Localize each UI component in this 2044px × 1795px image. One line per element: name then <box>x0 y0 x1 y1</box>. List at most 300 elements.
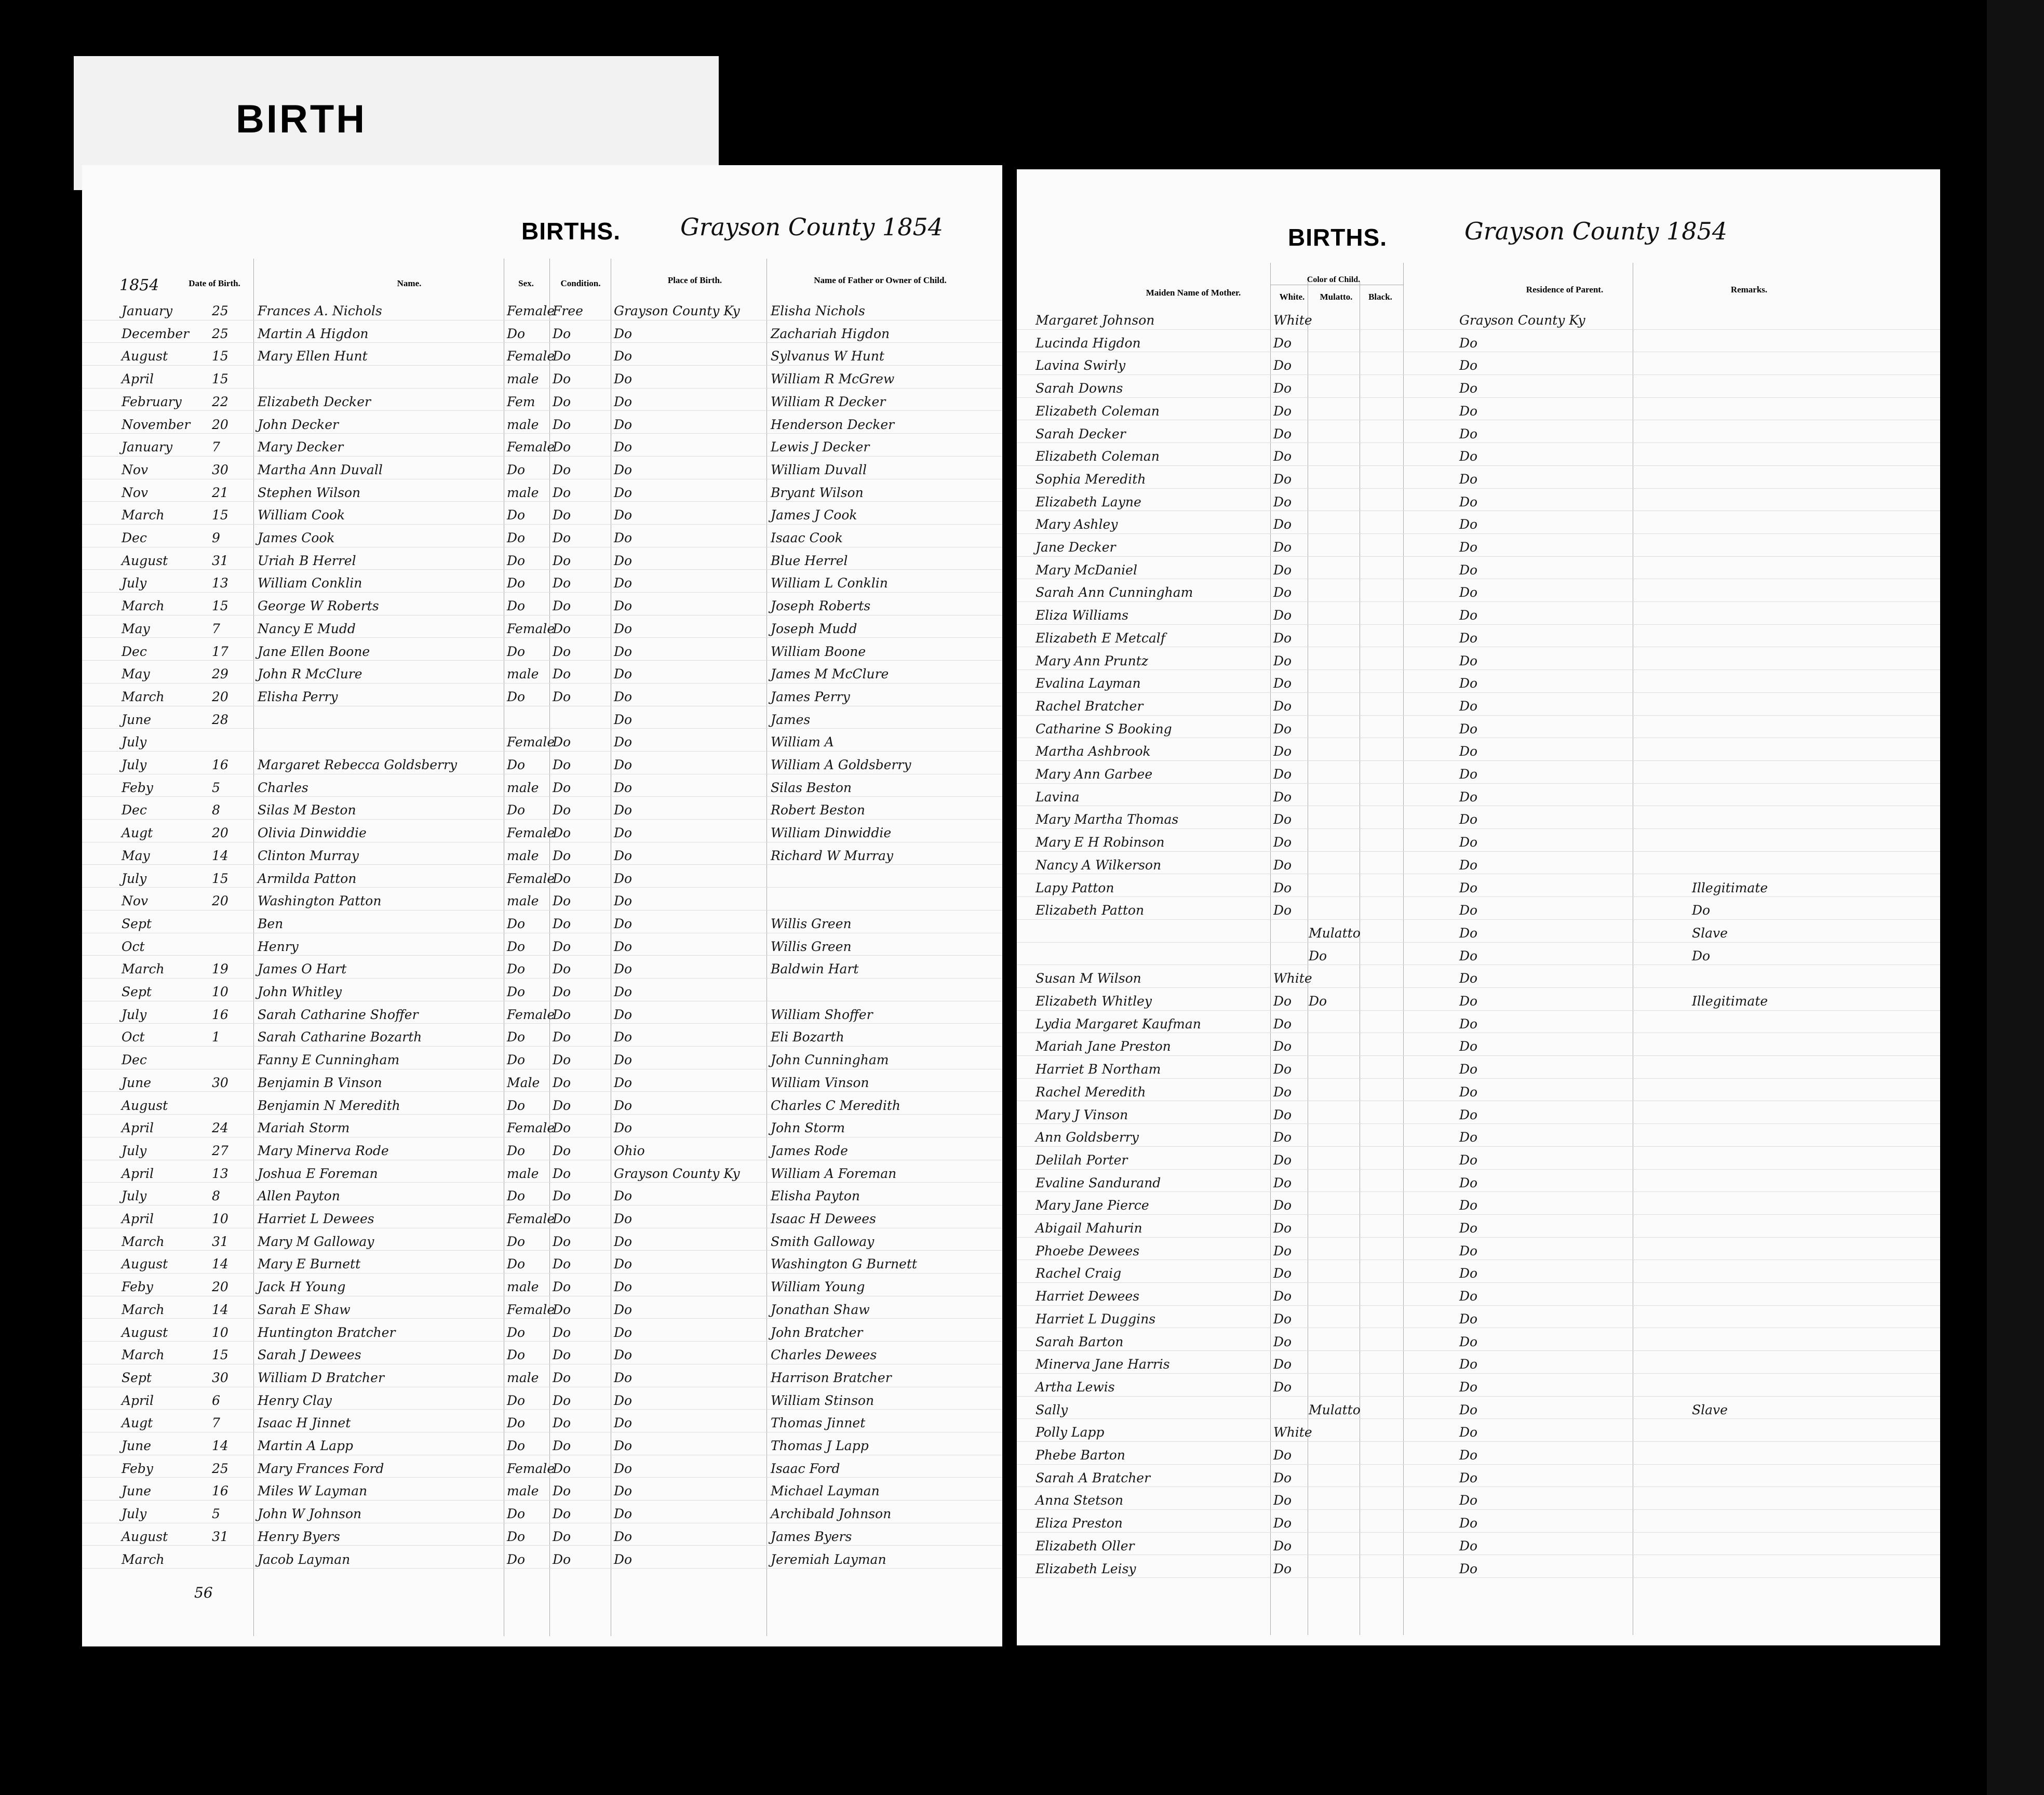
mother-entry-residence: Do <box>1459 994 1478 1009</box>
birth-entry-place-of-birth: Do <box>614 1256 633 1272</box>
birth-entry-row <box>82 957 1002 981</box>
birth-entry-father-or-owner: William Vinson <box>771 1075 869 1090</box>
birth-entry-row <box>82 1525 1002 1549</box>
mother-entry-row <box>1017 1012 1940 1036</box>
header-white: White. <box>1279 292 1305 302</box>
birth-entry-sex: Do <box>507 462 526 477</box>
birth-entry-condition: Do <box>553 553 571 568</box>
mother-entry-mother: Susan M Wilson <box>1036 971 1141 986</box>
birth-entry-month: July <box>122 575 147 591</box>
mother-entry-white: Do <box>1273 1289 1292 1304</box>
mother-entry-white: Do <box>1273 1334 1292 1349</box>
mother-entry-white: Do <box>1273 835 1292 850</box>
mother-entry-residence: Do <box>1459 1402 1478 1417</box>
birth-entry-father-or-owner: Willis Green <box>771 939 852 954</box>
birth-entry-father-or-owner: Charles Dewees <box>771 1347 877 1363</box>
birth-entry-row <box>82 1184 1002 1208</box>
mother-entry-mother: Sarah Downs <box>1036 381 1123 396</box>
birth-entry-sex: Do <box>507 1551 526 1567</box>
mother-entry-residence: Do <box>1459 1516 1478 1531</box>
birth-entry-month: May <box>122 621 150 636</box>
birth-entry-row <box>82 912 1002 936</box>
birth-entry-month: June <box>122 1075 152 1090</box>
mother-entry-residence: Do <box>1459 1266 1478 1281</box>
birth-entry-sex: Male <box>507 1075 540 1090</box>
mother-entry-mother: Elizabeth Coleman <box>1036 449 1160 464</box>
birth-entry-month: July <box>122 1188 147 1204</box>
mother-entry-row <box>1017 354 1940 378</box>
birth-entry-month: June <box>122 1483 152 1499</box>
birth-entry-row <box>82 798 1002 822</box>
mother-entry-residence: Do <box>1459 1016 1478 1032</box>
mother-entry-mulatto: Mulatto <box>1309 925 1361 941</box>
header-sex: Sex. <box>518 278 534 288</box>
birth-entry-row <box>82 1298 1002 1322</box>
birth-entry-month: Feby <box>122 1461 153 1476</box>
birth-entry-sex: Female <box>507 621 555 636</box>
birth-entry-place-of-birth: Do <box>614 780 633 795</box>
mother-entry-white: Do <box>1273 494 1292 510</box>
birth-entry-sex: Do <box>507 1097 526 1113</box>
birth-entry-condition: Do <box>553 417 571 432</box>
birth-entry-father-or-owner: James J Cook <box>771 507 857 523</box>
mother-entry-mother: Catharine S Booking <box>1036 721 1172 736</box>
mother-entry-white: Do <box>1273 1107 1292 1122</box>
mother-entry-residence: Do <box>1459 812 1478 827</box>
birth-entry-father-or-owner: William Shoffer <box>771 1007 873 1022</box>
mother-entry-row <box>1017 331 1940 355</box>
mother-entry-mother: Mary Ann Pruntz <box>1036 653 1148 668</box>
mother-entry-mother: Sarah Decker <box>1036 426 1126 441</box>
mother-entry-residence: Do <box>1459 562 1478 578</box>
birth-entry-child-name: Joshua E Foreman <box>258 1166 378 1181</box>
mother-entry-white: Do <box>1273 789 1292 805</box>
birth-entry-month: August <box>122 1256 168 1272</box>
mother-entry-mother: Harriet B Northam <box>1036 1062 1161 1077</box>
left-page-number: 56 <box>194 1584 213 1601</box>
header-maiden-name-of-mother: Maiden Name of Mother. <box>1146 288 1241 298</box>
birth-entry-child-name: William Cook <box>258 507 345 523</box>
birth-entry-row <box>82 435 1002 459</box>
birth-entry-place-of-birth: Do <box>614 712 633 727</box>
birth-entry-condition: Do <box>553 1256 571 1272</box>
header-date-of-birth: Date of Birth. <box>189 278 240 288</box>
birth-entry-day: 16 <box>212 1483 228 1499</box>
mother-entry-row <box>1017 1511 1940 1535</box>
birth-entry-sex: Do <box>507 1506 526 1522</box>
header-condition: Condition. <box>560 278 601 288</box>
mother-entry-row <box>1017 1534 1940 1558</box>
birth-entry-child-name: Sarah Catharine Shoffer <box>258 1007 419 1022</box>
mother-entry-residence: Do <box>1459 1379 1478 1395</box>
mother-entry-mother: Elizabeth Layne <box>1036 494 1141 510</box>
mother-entry-white: Do <box>1273 381 1292 396</box>
birth-entry-sex: Female <box>507 1120 555 1136</box>
mother-entry-white: Do <box>1273 1561 1292 1576</box>
mother-entry-white: Do <box>1273 540 1292 555</box>
birth-entry-condition: Do <box>553 326 571 341</box>
birth-entry-day: 5 <box>212 780 220 795</box>
birth-entry-father-or-owner: John Storm <box>771 1120 845 1136</box>
birth-entry-father-or-owner: Thomas J Lapp <box>771 1438 869 1453</box>
birth-entry-row <box>82 1207 1002 1231</box>
right-handwritten-county: Grayson County 1854 <box>1464 217 1727 245</box>
mother-entry-residence: Do <box>1459 335 1478 351</box>
mother-entry-row <box>1017 1216 1940 1240</box>
birth-entry-place-of-birth: Do <box>614 575 633 591</box>
birth-entry-month: Nov <box>122 462 149 477</box>
birth-entry-child-name: Mary E Burnett <box>258 1256 361 1272</box>
mother-entry-white: Do <box>1273 426 1292 441</box>
birth-entry-month: Augt <box>122 1415 153 1431</box>
mother-entry-white: Do <box>1273 1470 1292 1485</box>
birth-entry-place-of-birth: Do <box>614 916 633 931</box>
birth-entry-place-of-birth: Do <box>614 1415 633 1431</box>
birth-entry-sex: male <box>507 417 539 432</box>
mother-entry-white: Do <box>1273 1266 1292 1281</box>
birth-entry-row <box>82 1411 1002 1435</box>
birth-entry-sex: male <box>507 1279 539 1295</box>
birth-entry-row <box>82 1366 1002 1390</box>
mother-entry-white: Do <box>1273 517 1292 532</box>
mother-entry-mother: Jane Decker <box>1036 540 1116 555</box>
birth-entry-child-name: Henry Byers <box>258 1529 340 1544</box>
mother-entry-row <box>1017 377 1940 400</box>
mother-entry-white: Do <box>1273 1311 1292 1327</box>
birth-entry-father-or-owner: Elisha Nichols <box>771 303 865 318</box>
birth-entry-father-or-owner: James Byers <box>771 1529 852 1544</box>
birth-entry-child-name: Mary Frances Ford <box>258 1461 384 1476</box>
birth-entry-condition: Do <box>553 644 571 659</box>
mother-entry-white: Do <box>1273 1448 1292 1463</box>
birth-entry-sex: Do <box>507 984 526 999</box>
mother-entry-row <box>1017 1171 1940 1195</box>
birth-entry-condition: Do <box>553 689 571 704</box>
birth-entry-day: 8 <box>212 802 220 818</box>
mother-entry-residence: Do <box>1459 1198 1478 1213</box>
mother-entry-white: Do <box>1273 1357 1292 1372</box>
birth-entry-row <box>82 1434 1002 1458</box>
birth-entry-row <box>82 1162 1002 1186</box>
birth-entry-day: 27 <box>212 1143 228 1158</box>
birth-entry-place-of-birth: Do <box>614 1302 633 1317</box>
birth-entry-place-of-birth: Do <box>614 530 633 545</box>
birth-entry-month: Oct <box>122 1029 145 1045</box>
birth-entry-month: Oct <box>122 939 145 954</box>
birth-entry-place-of-birth: Do <box>614 1211 633 1226</box>
birth-entry-sex: Do <box>507 1029 526 1045</box>
mother-entry-residence: Do <box>1459 1357 1478 1372</box>
mother-entry-row <box>1017 604 1940 627</box>
mother-entry-residence: Do <box>1459 1538 1478 1553</box>
mother-entry-white: Do <box>1273 1243 1292 1258</box>
birth-entry-condition: Do <box>553 1529 571 1544</box>
mother-entry-white: Do <box>1273 1039 1292 1054</box>
mother-entry-white: Do <box>1273 1130 1292 1145</box>
birth-entry-condition: Do <box>553 1392 571 1408</box>
mother-entry-residence: Do <box>1459 517 1478 532</box>
birth-entry-row <box>82 867 1002 891</box>
birth-entry-child-name: George W Roberts <box>258 598 379 614</box>
mother-entry-mother: Elizabeth Patton <box>1036 903 1145 918</box>
birth-entry-place-of-birth: Do <box>614 598 633 614</box>
mother-entry-row <box>1017 558 1940 582</box>
mother-entry-remarks: Illegitimate <box>1692 880 1768 895</box>
birth-entry-day: 8 <box>212 1188 220 1204</box>
birth-entry-child-name: Benjamin N Meredith <box>258 1097 400 1113</box>
mother-entry-white: Do <box>1273 358 1292 373</box>
birth-entry-row <box>82 1071 1002 1095</box>
birth-entry-row <box>82 367 1002 391</box>
mother-entry-white: Do <box>1273 630 1292 646</box>
header-name: Name. <box>397 278 422 288</box>
mother-entry-residence: Do <box>1459 1311 1478 1327</box>
birth-entry-condition: Do <box>553 1166 571 1181</box>
mother-entry-residence: Do <box>1459 1152 1478 1168</box>
birth-entry-day: 15 <box>212 371 228 387</box>
birth-entry-day: 9 <box>212 530 220 545</box>
birth-entry-child-name: Clinton Murray <box>258 848 359 863</box>
mother-entry-white: Do <box>1273 1198 1292 1213</box>
birth-entry-father-or-owner: Zachariah Higdon <box>771 326 890 341</box>
birth-entry-place-of-birth: Do <box>614 1188 633 1204</box>
mother-entry-white: Do <box>1273 698 1292 714</box>
mother-entry-white: Do <box>1273 1175 1292 1190</box>
birth-entry-day: 16 <box>212 1007 228 1022</box>
birth-entry-place-of-birth: Do <box>614 1370 633 1385</box>
birth-entry-row <box>82 390 1002 414</box>
mother-entry-row <box>1017 422 1940 446</box>
header-color-of-child: Color of Child. <box>1307 275 1361 284</box>
birth-entry-place-of-birth: Do <box>614 1279 633 1295</box>
birth-entry-place-of-birth: Do <box>614 1551 633 1567</box>
birth-entry-place-of-birth: Grayson County Ky <box>614 303 740 318</box>
mother-entry-residence: Do <box>1459 540 1478 555</box>
mother-entry-white: Do <box>1273 1516 1292 1531</box>
scan-background-strip <box>1987 0 2044 1795</box>
birth-entry-day: 25 <box>212 1461 228 1476</box>
birth-entry-condition: Do <box>553 1461 571 1476</box>
birth-entry-month: April <box>122 1392 154 1408</box>
birth-entry-father-or-owner: Blue Herrel <box>771 553 848 568</box>
birth-entry-place-of-birth: Do <box>614 1075 633 1090</box>
mother-entry-mother: Elizabeth Coleman <box>1036 403 1160 419</box>
mother-entry-row <box>1017 989 1940 1013</box>
mother-entry-white: Do <box>1273 1016 1292 1032</box>
birth-entry-month: Sept <box>122 916 152 931</box>
birth-entry-row <box>82 1094 1002 1118</box>
mother-entry-white: Do <box>1273 1493 1292 1508</box>
mother-entry-mother: Lucinda Higdon <box>1036 335 1141 351</box>
mother-entry-row <box>1017 467 1940 491</box>
birth-entry-father-or-owner: William R McGrew <box>771 371 895 387</box>
birth-entry-sex: Female <box>507 734 555 750</box>
birth-entry-month: March <box>122 689 165 704</box>
birth-entry-day: 7 <box>212 621 220 636</box>
mother-entry-white: Do <box>1273 744 1292 759</box>
birth-entry-child-name: Jacob Layman <box>258 1551 351 1567</box>
birth-entry-father-or-owner: John Cunningham <box>771 1052 889 1068</box>
birth-entry-sex: Female <box>507 825 555 841</box>
birth-entry-father-or-owner: William Young <box>771 1279 865 1295</box>
mother-entry-white: Do <box>1273 1221 1292 1236</box>
mother-entry-residence: Do <box>1459 449 1478 464</box>
header-black: Black. <box>1368 292 1392 302</box>
mother-entry-remarks: Do <box>1692 948 1711 963</box>
birth-entry-place-of-birth: Do <box>614 394 633 409</box>
mother-entry-residence: Do <box>1459 835 1478 850</box>
header-father-or-owner: Name of Father or Owner of Child. <box>814 275 947 285</box>
mother-entry-mother: Minerva Jane Harris <box>1036 1357 1170 1372</box>
mother-entry-mother: Martha Ashbrook <box>1036 744 1151 759</box>
birth-entry-condition: Do <box>553 598 571 614</box>
birth-entry-child-name: John R McClure <box>258 666 362 682</box>
birth-entry-condition: Do <box>553 507 571 523</box>
birth-entry-sex: Do <box>507 1324 526 1340</box>
birth-entry-month: August <box>122 349 168 364</box>
birth-entry-condition: Do <box>553 1347 571 1363</box>
mother-entry-white: Do <box>1273 880 1292 895</box>
birth-entry-month: June <box>122 712 152 727</box>
birth-entry-row <box>82 617 1002 641</box>
birth-entry-place-of-birth: Do <box>614 371 633 387</box>
birth-entry-father-or-owner: James Perry <box>771 689 850 704</box>
birth-entry-child-name: Martin A Lapp <box>258 1438 354 1453</box>
birth-entry-month: Nov <box>122 893 149 909</box>
birth-entry-day: 20 <box>212 1279 228 1295</box>
birth-entry-row <box>82 640 1002 664</box>
birth-entry-month: May <box>122 666 150 682</box>
mother-entry-row <box>1017 1398 1940 1422</box>
birth-entry-child-name: Nancy E Mudd <box>258 621 356 636</box>
birth-entry-row <box>82 1343 1002 1367</box>
birth-entry-sex: Do <box>507 644 526 659</box>
birth-entry-child-name: Sarah Catharine Bozarth <box>258 1029 422 1045</box>
birth-entry-condition: Do <box>553 1211 571 1226</box>
mother-entry-mother: Mary McDaniel <box>1036 562 1137 578</box>
mother-entry-row <box>1017 944 1940 968</box>
birth-entry-father-or-owner: Harrison Bratcher <box>771 1370 892 1385</box>
birth-entry-day: 14 <box>212 1438 228 1453</box>
mother-entry-residence: Do <box>1459 608 1478 623</box>
mother-entry-row <box>1017 1421 1940 1444</box>
birth-entry-day: 15 <box>212 870 228 886</box>
mother-entry-residence: Do <box>1459 585 1478 600</box>
birth-entry-month: June <box>122 1438 152 1453</box>
mother-entry-white: Do <box>1273 1538 1292 1553</box>
birth-entry-sex: Do <box>507 802 526 818</box>
mother-entry-residence: Do <box>1459 1561 1478 1576</box>
birth-entry-month: Sept <box>122 984 152 999</box>
mother-entry-mother: Polly Lapp <box>1036 1425 1105 1440</box>
mother-entry-remarks: Do <box>1692 903 1711 918</box>
birth-entry-sex: Female <box>507 1302 555 1317</box>
birth-entry-condition: Do <box>553 1052 571 1068</box>
birth-entry-month: August <box>122 1529 168 1544</box>
birth-entry-condition: Do <box>553 1506 571 1522</box>
mother-entry-remarks: Slave <box>1692 1402 1728 1417</box>
mother-entry-remarks: Illegitimate <box>1692 994 1768 1009</box>
birth-entry-condition: Do <box>553 575 571 591</box>
birth-entry-month: August <box>122 1324 168 1340</box>
mother-entry-row <box>1017 808 1940 832</box>
birth-entry-month: July <box>122 757 147 772</box>
mother-entry-mother: Ann Goldsberry <box>1036 1130 1139 1145</box>
mother-entry-residence: Do <box>1459 1243 1478 1258</box>
birth-entry-sex: Do <box>507 1438 526 1453</box>
birth-entry-day: 19 <box>212 961 228 977</box>
birth-entry-month: March <box>122 1347 165 1363</box>
mother-entry-mother: Harriet Dewees <box>1036 1289 1140 1304</box>
birth-entry-condition: Do <box>553 1143 571 1158</box>
birth-entry-condition: Do <box>553 780 571 795</box>
mother-entry-row <box>1017 309 1940 332</box>
mother-entry-row <box>1017 921 1940 945</box>
birth-entry-sex: Do <box>507 1347 526 1363</box>
mother-entry-row <box>1017 1126 1940 1149</box>
mother-entry-white: Do <box>1273 812 1292 827</box>
mother-entry-mother: Evalina Layman <box>1036 676 1141 691</box>
birth-entry-day: 15 <box>212 1347 228 1363</box>
birth-entry-father-or-owner: Washington G Burnett <box>771 1256 917 1272</box>
birth-entry-row <box>82 458 1002 482</box>
birth-entry-condition: Do <box>553 1370 571 1385</box>
birth-entry-day: 14 <box>212 1302 228 1317</box>
birth-entry-day: 10 <box>212 1211 228 1226</box>
birth-entry-month: July <box>122 1506 147 1522</box>
birth-entry-row <box>82 1003 1002 1027</box>
birth-entry-condition: Do <box>553 439 571 455</box>
birth-entry-day: 13 <box>212 1166 228 1181</box>
birth-entry-month: July <box>122 734 147 750</box>
birth-entry-month: April <box>122 1166 154 1181</box>
birth-entry-place-of-birth: Do <box>614 1052 633 1068</box>
birth-entry-row <box>82 1230 1002 1254</box>
birth-entry-day: 25 <box>212 303 228 318</box>
birth-entry-day: 15 <box>212 349 228 364</box>
mother-entry-row <box>1017 1080 1940 1104</box>
mother-entry-residence: Do <box>1459 676 1478 691</box>
mother-entry-row <box>1017 762 1940 786</box>
birth-entry-child-name: Benjamin B Vinson <box>258 1075 382 1090</box>
birth-entry-sex: Female <box>507 1007 555 1022</box>
birth-entry-child-name: William D Bratcher <box>258 1370 384 1385</box>
birth-entry-day: 24 <box>212 1120 228 1136</box>
mother-entry-white: Do <box>1273 1152 1292 1168</box>
birth-entry-sex: Do <box>507 1415 526 1431</box>
mother-entry-white: Do <box>1273 1084 1292 1100</box>
birth-entry-condition: Do <box>553 984 571 999</box>
mother-entry-white: Do <box>1273 1062 1292 1077</box>
birth-entry-child-name: Harriet L Dewees <box>258 1211 374 1226</box>
birth-entry-place-of-birth: Grayson County Ky <box>614 1166 740 1181</box>
birth-entry-sex: male <box>507 848 539 863</box>
birth-entry-child-name: Miles W Layman <box>258 1483 368 1499</box>
birth-entry-child-name: Jane Ellen Boone <box>258 644 370 659</box>
birth-entry-month: March <box>122 598 165 614</box>
birth-entry-row <box>82 549 1002 573</box>
mother-entry-row <box>1017 399 1940 423</box>
mother-entry-residence: Do <box>1459 1470 1478 1485</box>
birth-entry-condition: Do <box>553 1188 571 1204</box>
birth-entry-condition: Free <box>553 303 583 318</box>
birth-entry-child-name: John Whitley <box>258 984 342 999</box>
birth-entry-condition: Do <box>553 802 571 818</box>
birth-entry-father-or-owner: John Bratcher <box>771 1324 863 1340</box>
birth-entry-sex: Do <box>507 507 526 523</box>
birth-entry-sex: male <box>507 893 539 909</box>
mother-entry-white: Do <box>1273 857 1292 873</box>
